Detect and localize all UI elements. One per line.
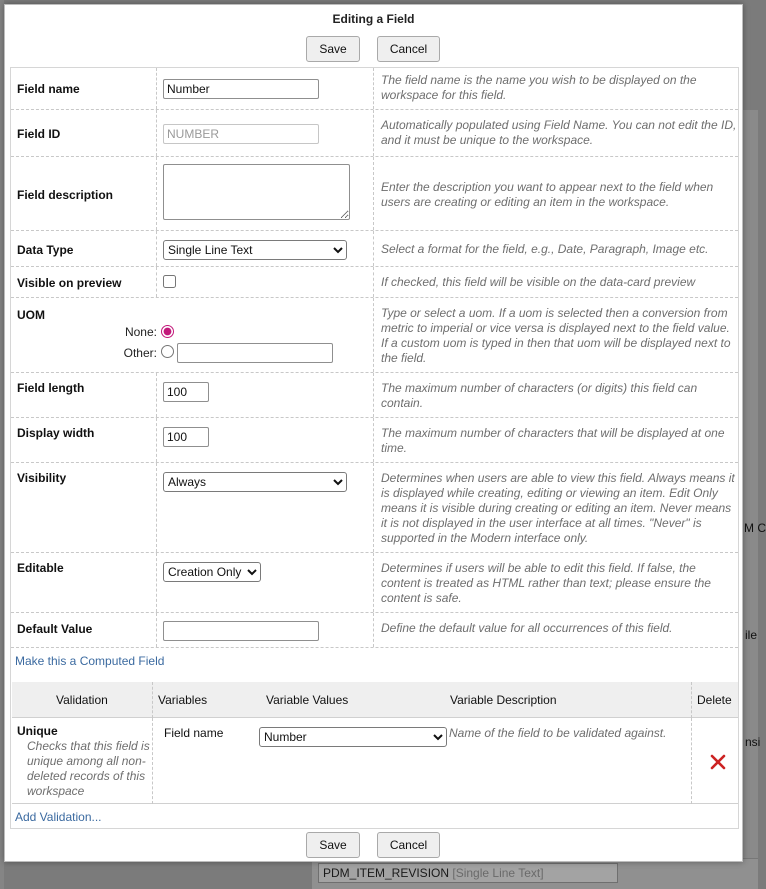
column-divider <box>156 68 157 109</box>
edit-field-dialog <box>4 4 743 862</box>
validation-table-header <box>12 682 738 718</box>
visibility-row <box>11 463 738 553</box>
editable-select[interactable] <box>163 562 261 582</box>
uom-none-label: None: <box>124 325 157 339</box>
default-value-help: Define the default value for all occurrences of this field. <box>381 621 673 635</box>
visibility-help: Determines when users are able to view this field. Always means it is displayed while creating, editing or viewing an item. Edit Only means it is visible during creating or editing an item. Never means it is not displayed in the user interface at all times. "Never" is supported in the Modern interface only. <box>381 471 735 545</box>
editable-help: Determines if users will be able to edit this field. If false, the content is treated as HTML rather than text; please ensure the content is safe. <box>381 561 711 605</box>
background-snippet: nsi <box>745 735 761 749</box>
add-validation-link[interactable]: Add Validation... <box>15 810 102 824</box>
column-divider <box>156 418 157 462</box>
visibility-select[interactable] <box>163 472 347 492</box>
background-field-type: [Single Line Text] <box>452 866 544 880</box>
column-divider <box>156 613 157 647</box>
visible-on-preview-row <box>11 267 738 298</box>
validation-variable-description: Name of the field to be validated against. <box>449 726 667 740</box>
validation-row <box>12 718 738 804</box>
cancel-button-bottom[interactable]: Cancel <box>377 832 440 858</box>
save-button[interactable]: Save <box>306 36 360 62</box>
field-description-label: Field description <box>17 188 114 202</box>
field-form <box>10 67 739 829</box>
column-divider <box>156 231 157 266</box>
field-id-input <box>163 124 319 144</box>
default-value-label: Default Value <box>17 622 93 636</box>
field-name-row <box>11 68 738 110</box>
column-divider <box>156 553 157 612</box>
background-field-row <box>312 858 758 889</box>
display-width-label: Display width <box>17 426 95 440</box>
validation-variable: Field name <box>164 726 224 740</box>
uom-label: UOM <box>17 308 45 322</box>
column-divider <box>373 298 374 372</box>
editable-row <box>11 553 738 613</box>
column-divider <box>373 68 374 109</box>
uom-none-radio[interactable] <box>161 325 174 338</box>
header-variable-description: Variable Description <box>450 693 557 707</box>
column-divider <box>691 718 692 804</box>
display-width-input[interactable] <box>163 427 209 447</box>
field-description-help: Enter the description you want to appear next to the field when users are creating or editing an item in the workspace. <box>381 180 714 209</box>
field-length-input[interactable] <box>163 382 209 402</box>
uom-other-input[interactable] <box>177 343 333 363</box>
field-length-label: Field length <box>17 381 85 395</box>
column-divider <box>152 682 153 718</box>
field-length-help: The maximum number of characters (or digits) this field can contain. <box>381 381 698 410</box>
column-divider <box>156 110 157 156</box>
validation-variable-value-select[interactable] <box>259 727 447 747</box>
uom-other-radio[interactable] <box>161 345 174 358</box>
column-divider <box>373 373 374 417</box>
header-delete: Delete <box>697 693 732 707</box>
cancel-button[interactable]: Cancel <box>377 36 440 62</box>
header-validation: Validation <box>56 693 108 707</box>
default-value-row <box>11 613 738 648</box>
column-divider <box>691 682 692 718</box>
field-description-textarea[interactable] <box>163 164 350 220</box>
column-divider <box>373 463 374 552</box>
header-variables: Variables <box>158 693 208 707</box>
column-divider <box>156 463 157 552</box>
header-variable-values: Variable Values <box>266 693 349 707</box>
visible-on-preview-help: If checked, this field will be visible on the data-card preview <box>381 275 696 289</box>
column-divider <box>156 373 157 417</box>
dialog-title: Editing a Field <box>332 12 415 26</box>
field-length-row <box>11 373 738 418</box>
display-width-help: The maximum number of characters that will be displayed at one time. <box>381 426 725 455</box>
validation-description: Checks that this field is unique among all non-deleted records of this workspace <box>27 739 150 798</box>
uom-row <box>11 298 738 373</box>
column-divider <box>373 553 374 612</box>
default-value-input[interactable] <box>163 621 319 641</box>
visible-on-preview-checkbox[interactable] <box>163 275 176 288</box>
background-field-name: PDM_ITEM_REVISION <box>323 866 450 880</box>
background-field-item <box>318 863 618 883</box>
column-divider <box>373 418 374 462</box>
column-divider <box>373 157 374 230</box>
field-name-label: Field name <box>17 82 80 96</box>
data-type-select[interactable] <box>163 240 347 260</box>
column-divider <box>373 231 374 266</box>
column-divider <box>373 613 374 647</box>
computed-field-link[interactable]: Make this a Computed Field <box>15 654 165 668</box>
uom-help: Type or select a uom. If a uom is selected then a conversion from metric to imperial or vice versa is displayed next to the field value. If a custom uom is typed in then that uom will be displayed next to the field. <box>381 306 731 365</box>
field-id-help: Automatically populated using Field Name. You can not edit the ID, and it must be unique to the workspace. <box>381 118 737 147</box>
save-button-bottom[interactable]: Save <box>306 832 360 858</box>
field-id-label: Field ID <box>17 127 61 141</box>
validation-name: Unique <box>17 724 58 738</box>
data-type-help: Select a format for the field, e.g., Date, Paragraph, Image etc. <box>381 242 709 256</box>
delete-validation-icon[interactable] <box>709 753 727 771</box>
uom-other-label: Other: <box>123 346 157 360</box>
column-divider <box>156 267 157 297</box>
display-width-row <box>11 418 738 463</box>
column-divider <box>156 157 157 230</box>
field-id-row <box>11 110 738 157</box>
data-type-row <box>11 231 738 267</box>
data-type-label: Data Type <box>17 243 74 257</box>
column-divider <box>373 110 374 156</box>
background-snippet: M C <box>744 521 766 535</box>
field-name-input[interactable] <box>163 79 319 99</box>
editable-label: Editable <box>17 561 64 575</box>
visible-on-preview-label: Visible on preview <box>17 276 122 290</box>
column-divider <box>373 267 374 297</box>
background-snippet: ile <box>745 628 758 642</box>
visibility-label: Visibility <box>17 471 67 485</box>
field-description-row <box>11 157 738 231</box>
field-name-help: The field name is the name you wish to be displayed on the workspace for this field. <box>381 73 697 102</box>
